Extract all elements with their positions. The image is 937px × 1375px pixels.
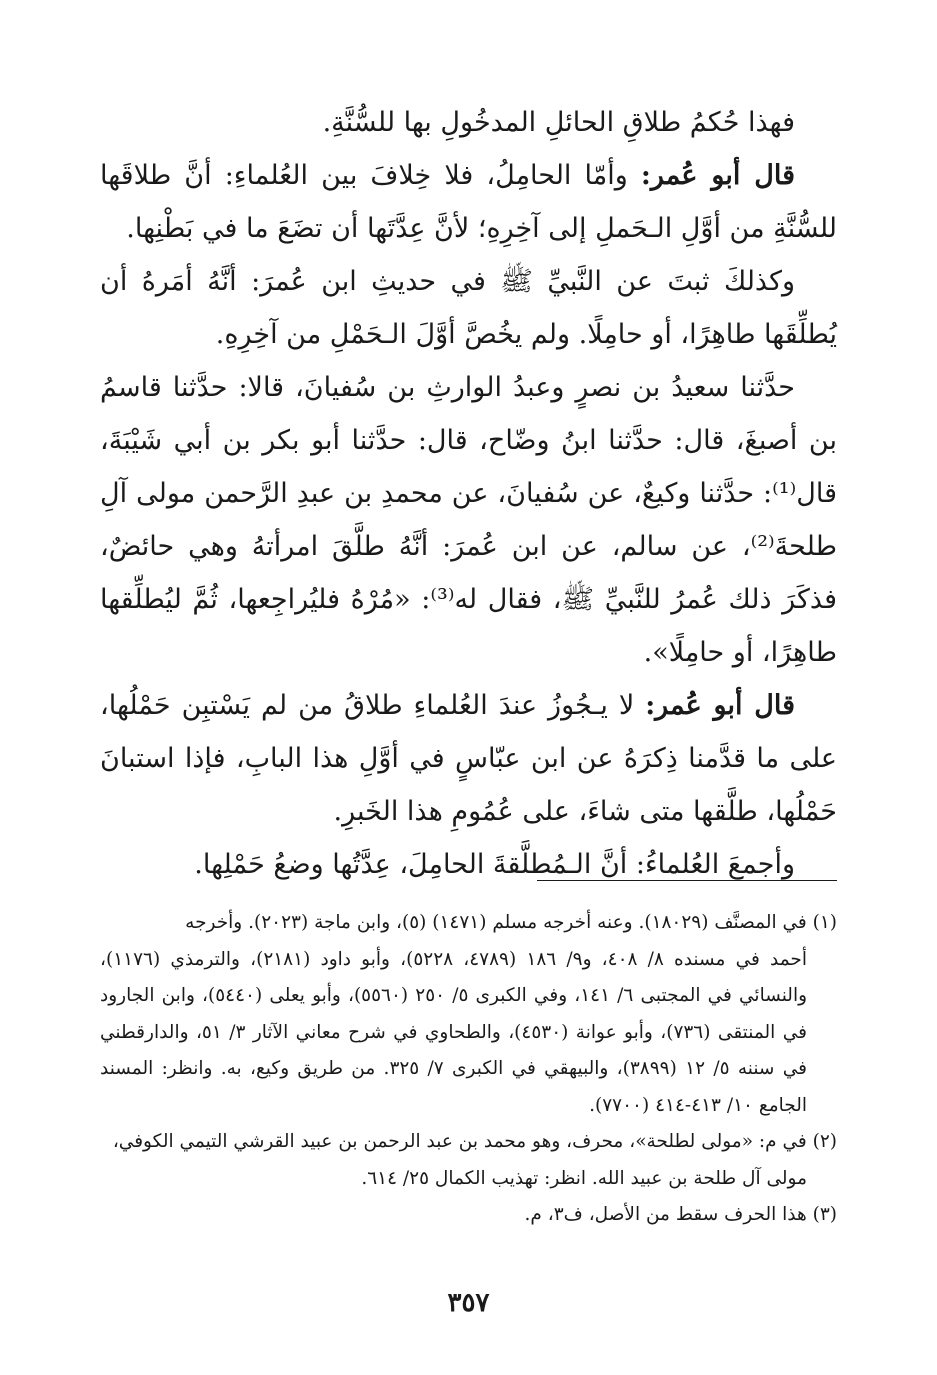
footnote-continuation: أحمد في مسنده ٨/ ٤٠٨، و٩/ ١٨٦ (٤٧٨٩، ٥٢٢٨)، وأبو داود (٢١٨١)، والترمذي (١١٧٦)، والنسائي في المجتبى ٦/ ١٤١، وفي الكبرى ٥/ ٢٥٠ (٥٥٦٠)، وأبو يعلى (٥٤٤٠)، وابن الجارود في المنتقى (٧٣٦)، وأبو عوانة (٤٥٣٠)، والطحاوي في شرح معاني الآثار ٣/ ٥١، والدارقطني في سننه ٥/ ١٢ (٣٨٩٩)، والبيهقي في الكبرى ٧/ ٣٢٥. من طريق وكيع، به. وانظر: المسند الجامع ١٠/ ٤١٣-٤١٤ (٧٧٠٠). [100, 948, 808, 1116]
paragraph: قال أبو عُمر: لا يـجُوزُ عندَ العُلماءِ طلاقُ من لم يَسْتبِن حَمْلُها، على ما قدَّمنا ذِكرَهُ عن ابن عبّاسٍ في أوَّلِ هذا البابِ، فإذا استبانَ حَمْلُها، طلَّقها متى شاءَ، على عُمُومِ هذا الخَبرِ. [100, 690, 837, 827]
paragraph: وكذلكَ ثبتَ عن النَّبيِّ ﷺ في حديثِ ابن عُمرَ: أنَّهُ أمَرهُ أن يُطلِّقَها طاهِرًا، أو حامِلًا. ولم يخُصَّ أوَّلَ الـحَمْلِ من آخِرِهِ. [100, 266, 837, 350]
paragraph: قال أبو عُمر: وأمّا الحامِلُ، فلا خِلافَ بين العُلماءِ: أنَّ طلاقَها للسُّنَّةِ من أوَّلِ الـحَملِ إلى آخِرِهِ؛ لأنَّ عِدَّتَها أن تضَعَ ما في بَطْنِها. [100, 160, 837, 244]
footnote-separator [537, 880, 837, 881]
paragraph: فهذا حُكمُ طلاقِ الحائلِ المدخُولِ بها للسُّنَّةِ. [322, 107, 795, 138]
speaker-label: قال أبو عُمر: [640, 160, 796, 191]
footnote: (١) في المصنَّف (١٨٠٢٩). وعنه أخرجه مسلم (١٤٧١) (٥)، وابن ماجة (٢٠٢٣). وأخرجه [185, 912, 837, 933]
main-text [100, 96, 837, 891]
footnotes [100, 905, 837, 1234]
speaker-label: قال أبو عُمر: [645, 690, 795, 721]
footnote: (٢) في م: «مولى لطلحة»، محرف، وهو محمد بن عبد الرحمن بن عبيد القرشي التيمي الكوفي، [112, 1131, 837, 1152]
footnote-continuation: مولى آل طلحة بن عبيد الله. انظر: تهذيب الكمال ٢٥/ ٦١٤. [361, 1167, 807, 1189]
page-number: ٣٥٧ [447, 1288, 490, 1318]
footnote: (٣) هذا الحرف سقط من الأصل، ف٣، م. [524, 1204, 837, 1225]
paragraph: وأجمعَ العُلماءُ: أنَّ الـمُطلَّقةَ الحامِلَ، عِدَّتُها وضعُ حَمْلِها. [194, 849, 795, 880]
paragraph: حدَّثنا سعيدُ بن نصرٍ وعبدُ الوارثِ بن سُفيانَ، قالا: حدَّثنا قاسمُ بن أصبغَ، قال: حدَّثنا ابنُ وضّاح، قال: حدَّثنا أبو بكر بن أبي شَيْبَةَ، قال⁽¹⁾: حدَّثنا وكيعٌ، عن سُفيانَ، عن محمدِ بن عبدِ الرَّحمن مولى آلِ طلحةَ⁽²⁾، عن سالم، عن ابن عُمرَ: أنَّهُ طلَّقَ امرأتهُ وهي حائضٌ، فذكَرَ ذلك عُمرُ للنَّبيِّ ﷺ، فقال له⁽³⁾: «مُرْهُ فليُراجِعها، ثُمَّ ليُطلِّقها طاهِرًا، أو حامِلًا». [100, 372, 837, 668]
